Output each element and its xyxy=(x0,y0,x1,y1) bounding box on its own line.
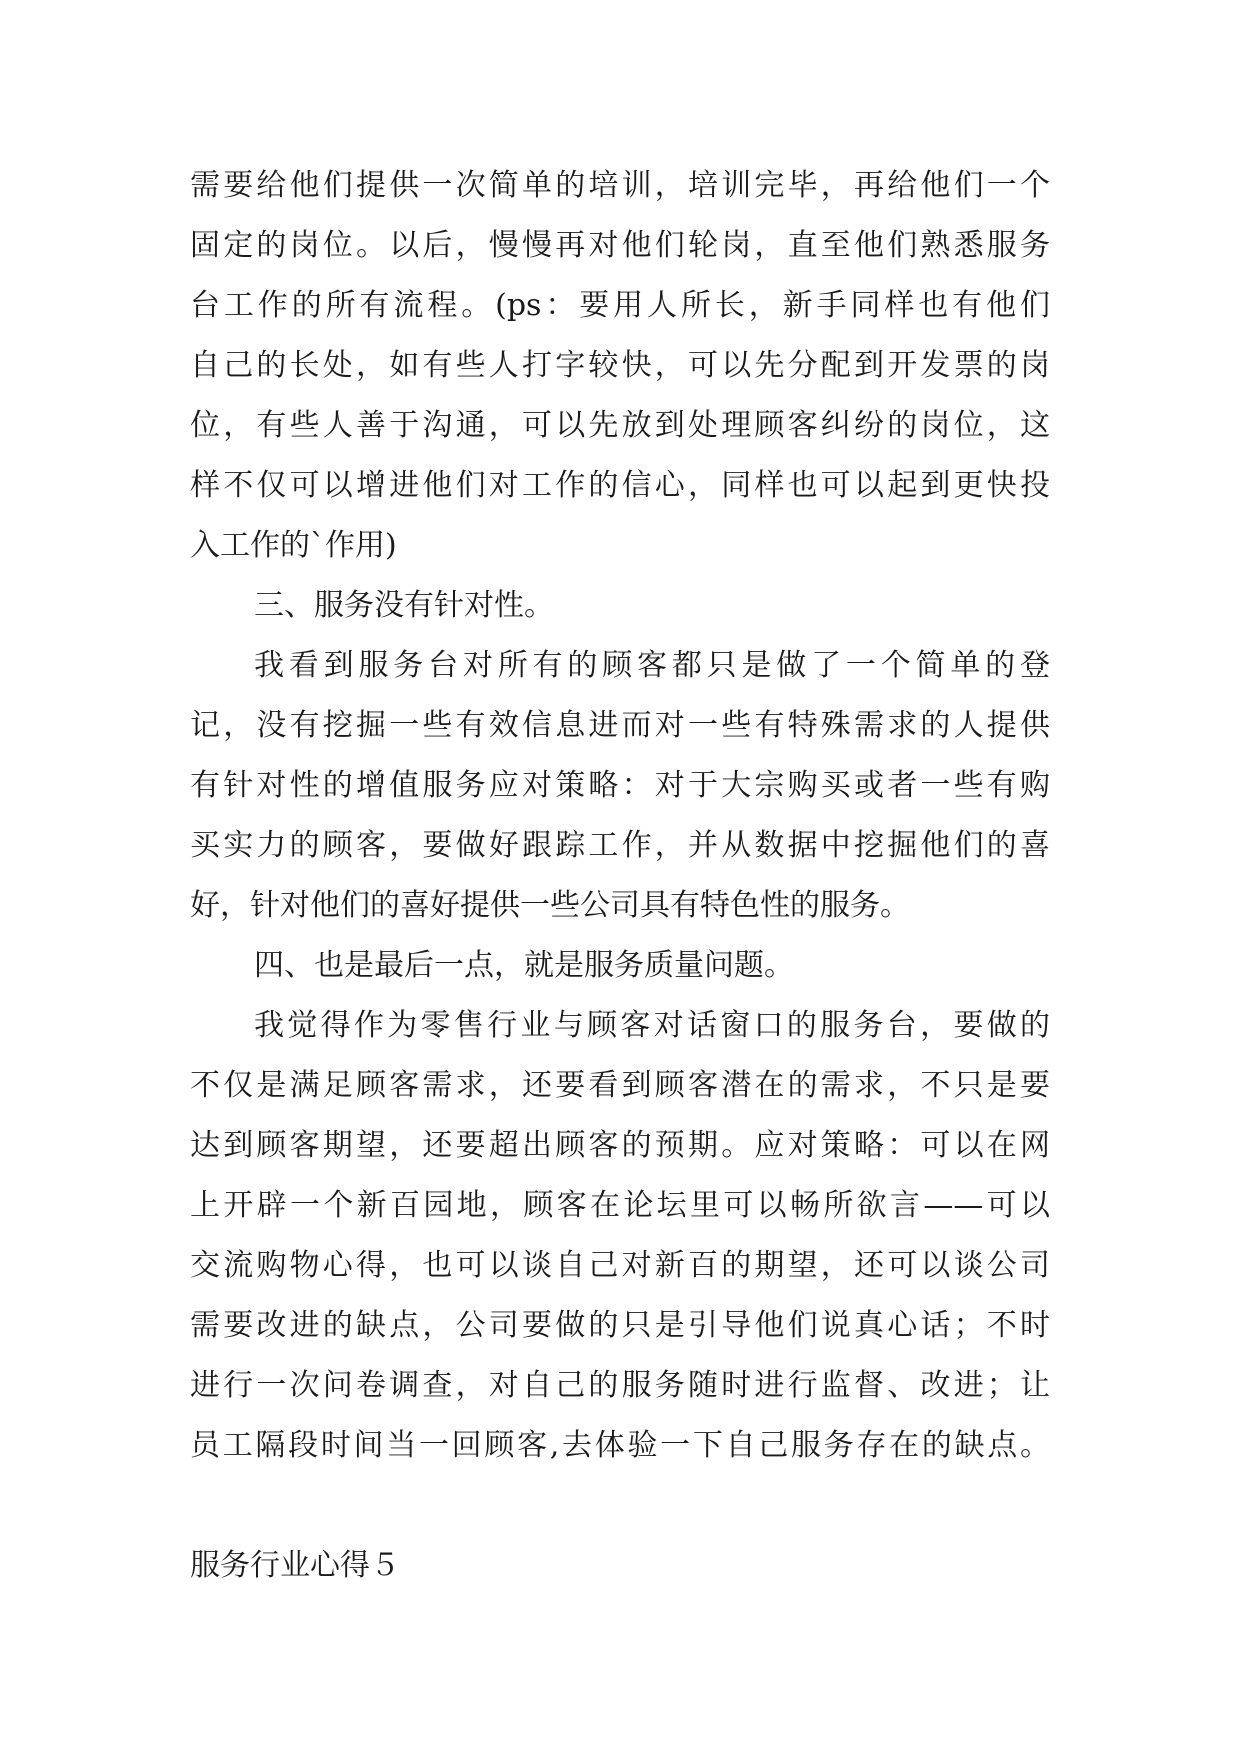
text-line: 达到顾客期望，还要超出顾客的预期。应对策略：可以在网 xyxy=(190,1128,1050,1163)
text-line: 位，有些人善于沟通，可以先放到处理顾客纠纷的岗位，这 xyxy=(190,408,1050,443)
text-line: 台工作的所有流程。(ps：要用人所长，新手同样也有他们 xyxy=(190,288,1050,323)
document-page xyxy=(190,156,1050,1596)
text-line: 不仅是满足顾客需求，还要看到顾客潜在的需求，不只是要 xyxy=(190,1068,1050,1103)
section-heading: 服务行业心得５ xyxy=(190,1548,400,1583)
text-line: 有针对性的增值服务应对策略：对于大宗购买或者一些有购 xyxy=(190,768,1050,803)
text-line: 上开辟一个新百园地，顾客在论坛里可以畅所欲言——可以 xyxy=(190,1188,1050,1223)
text-line: 进行一次问卷调查，对自己的服务随时进行监督、改进；让 xyxy=(190,1368,1050,1403)
text-line: 我看到服务台对所有的顾客都只是做了一个简单的登 xyxy=(254,648,1050,683)
text-line: 买实力的顾客，要做好跟踪工作，并从数据中挖掘他们的喜 xyxy=(190,828,1050,863)
text-line: 入工作的`作用) xyxy=(190,528,397,563)
text-line: 三、服务没有针对性。 xyxy=(254,588,554,623)
paragraph xyxy=(190,636,1050,936)
text-line: 自己的长处，如有些人打字较快，可以先分配到开发票的岗 xyxy=(190,348,1050,383)
text-line: 样不仅可以增进他们对工作的信心，同样也可以起到更快投 xyxy=(190,468,1050,503)
text-line: 员工隔段时间当一回顾客,去体验一下自己服务存在的缺点。 xyxy=(190,1428,1050,1463)
text-line: 四、也是最后一点，就是服务质量问题。 xyxy=(254,948,794,983)
text-line: 需要改进的缺点，公司要做的只是引导他们说真心话；不时 xyxy=(190,1308,1050,1343)
paragraph xyxy=(190,156,1050,576)
text-line: 记，没有挖掘一些有效信息进而对一些有特殊需求的人提供 xyxy=(190,708,1050,743)
text-line: 我觉得作为零售行业与顾客对话窗口的服务台，要做的 xyxy=(254,1008,1050,1043)
text-line: 需要给他们提供一次简单的培训，培训完毕，再给他们一个 xyxy=(190,168,1050,203)
point-heading xyxy=(190,936,1050,996)
text-line: 交流购物心得，也可以谈自己对新百的期望，还可以谈公司 xyxy=(190,1248,1050,1283)
text-line: 固定的岗位。以后，慢慢再对他们轮岗，直至他们熟悉服务 xyxy=(190,228,1050,263)
point-heading xyxy=(190,576,1050,636)
paragraph xyxy=(190,996,1050,1476)
text-line: 好，针对他们的喜好提供一些公司具有特色性的服务。 xyxy=(190,888,910,923)
